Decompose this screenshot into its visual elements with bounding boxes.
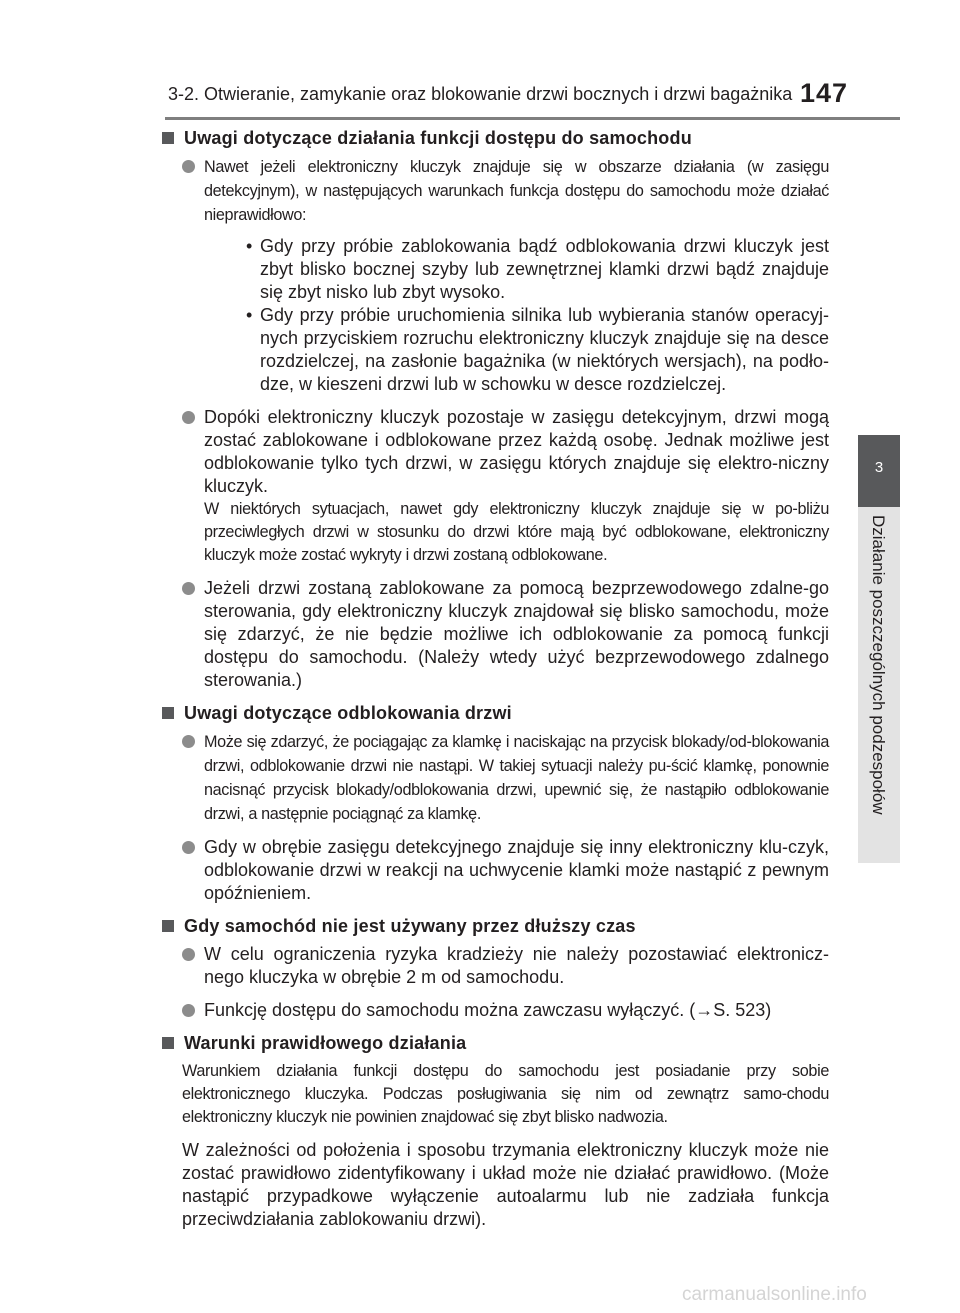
paragraph: Warunkiem działania funkcji dostępu do samochodu jest posiadanie przy sobie elektronicznego kluczyka. Podczas posługiwania się nim od zewnątrz samo-chodu elektroniczny kluczyk nie powinien znajdować się zbyt blisko nadwozia. bbox=[182, 1062, 829, 1126]
section-heading-text: Uwagi dotyczące odblokowania drzwi bbox=[184, 703, 512, 723]
section-heading bbox=[162, 1032, 829, 1055]
section-heading bbox=[162, 127, 829, 150]
sub-item bbox=[204, 235, 829, 304]
circle-bullet-icon bbox=[182, 582, 195, 595]
section-heading-text: Gdy samochód nie jest używany przez dłuższy czas bbox=[184, 916, 636, 936]
bullet-text: Może się zdarzyć, że pociągając za klamkę i naciskając na przycisk blokady/od-blokowania drzwi, odblokowanie drzwi nie nastąpi. W takiej sytuacji należy pu-ścić klamkę, ponownie nacisnąć przycisk blokady/odblokowania drzwi, upewnić się, że nastąpiło odblokowanie drzwi, a następnie pociągnąć za klamkę. bbox=[204, 733, 829, 823]
bullet-item bbox=[162, 836, 829, 905]
square-bullet-icon bbox=[162, 1037, 174, 1049]
dot-marker-icon: • bbox=[246, 305, 253, 325]
bullet-text: Funkcję dostępu do samochodu można zawczasu wyłączyć. (→S. 523) bbox=[204, 1000, 772, 1020]
circle-bullet-icon bbox=[182, 948, 195, 961]
square-bullet-icon bbox=[162, 920, 174, 932]
page-content bbox=[162, 121, 829, 1241]
chapter-label-bar bbox=[858, 507, 900, 863]
dot-marker-icon: • bbox=[246, 236, 253, 256]
square-bullet-icon bbox=[162, 707, 174, 719]
circle-bullet-icon bbox=[182, 411, 195, 424]
circle-bullet-icon bbox=[182, 1004, 195, 1017]
bullet-note: W niektórych sytuacjach, nawet gdy elektroniczny kluczyk znajduje się w po-bliżu przeciwległych drzwi w stosunku do drzwi które mają być odblokowane, elektroniczny kluczyk może zostać wykryty i drzwi zostaną odblokowane. bbox=[204, 500, 829, 564]
page-number: 147 bbox=[800, 78, 849, 108]
section-heading bbox=[162, 915, 829, 938]
section-heading bbox=[162, 702, 829, 725]
bullet-item bbox=[162, 730, 829, 826]
paragraph: W zależności od położenia i sposobu trzymania elektroniczny kluczyk może nie zostać prawidłowo zidentyfikowany i układ może nie działać prawidłowo. (Może nastąpić przypadkowe wyłączenie autoalarmu lub nie zadziała funkcja przeciwdziałania zablokowaniu drzwi). bbox=[182, 1140, 829, 1229]
circle-bullet-icon bbox=[182, 735, 195, 748]
square-bullet-icon bbox=[162, 132, 174, 144]
watermark: carmanualsonline.info bbox=[682, 1284, 867, 1305]
bullet-item bbox=[162, 406, 829, 567]
sub-item bbox=[204, 304, 829, 396]
bullet-text: W celu ograniczenia ryzyka kradzieży nie należy pozostawiać elektronicz-nego kluczyka w obrębie 2 m od samochodu. bbox=[204, 944, 829, 987]
sub-item-text: Gdy przy próbie uruchomienia silnika lub wybierania stanów operacyj-nych przyciskiem rozruchu elektroniczny kluczyk znajduje się na desce rozdzielczej, na zasłonie bagażnika (w niektórych wersjach), na podło-dze, w kieszeni drzwi lub w schowku w desce rozdzielczej. bbox=[260, 305, 829, 394]
sub-item-text: Gdy przy próbie zablokowania bądź odblokowania drzwi kluczyk jest zbyt blisko bocznej szyby lub zewnętrznej klamki drzwi bądź znajduje się zbyt nisko lub zbyt wysoko. bbox=[260, 236, 829, 302]
bullet-item bbox=[162, 577, 829, 692]
bullet-item bbox=[162, 943, 829, 989]
bullet-text: Dopóki elektroniczny kluczyk pozostaje w zasięgu detekcyjnym, drzwi mogą zostać zablokowane i odblokowane przez każdą osobę. Jednak możliwe jest odblokowanie tylko tych drzwi, w zasięgu których znajduje się elektro-niczny kluczyk. bbox=[204, 407, 829, 496]
bullet-item bbox=[162, 155, 829, 396]
circle-bullet-icon bbox=[182, 841, 195, 854]
bullet-text: Jeżeli drzwi zostaną zablokowane za pomocą bezprzewodowego zdalne-go sterowania, gdy elektroniczny kluczyk znajdował się blisko samochodu, może się zdarzyć, że nie będzie możliwe ich odblokowanie za pomocą funkcji dostępu do samochodu. (Należy wtedy użyć bezprzewodowego zdalnego sterowania.) bbox=[204, 578, 829, 690]
section-heading-text: Warunki prawidłowego działania bbox=[184, 1033, 467, 1053]
page-header-title: 3-2. Otwieranie, zamykanie oraz blokowanie drzwi bocznych i drzwi bagażnika bbox=[168, 84, 793, 104]
header-divider bbox=[165, 117, 900, 120]
chapter-tab bbox=[858, 435, 900, 507]
bullet-item bbox=[162, 999, 829, 1022]
circle-bullet-icon bbox=[182, 160, 195, 173]
chapter-number: 3 bbox=[874, 459, 884, 476]
bullet-text: Gdy w obrębie zasięgu detekcyjnego znajduje się inny elektroniczny klu-czyk, odblokowanie drzwi w reakcji na uchwycenie klamki może nastąpić z pewnym opóźnieniem. bbox=[204, 837, 829, 903]
chapter-title: Działanie poszczególnych podzespołów bbox=[869, 515, 888, 815]
bullet-text: Nawet jeżeli elektroniczny kluczyk znajduje się w obszarze działania (w zasięgu detekcyjnym), w następujących warunkach funkcja dostępu do samochodu może działać nieprawidłowo: bbox=[204, 158, 829, 224]
section-heading-text: Uwagi dotyczące działania funkcji dostępu do samochodu bbox=[184, 128, 692, 148]
